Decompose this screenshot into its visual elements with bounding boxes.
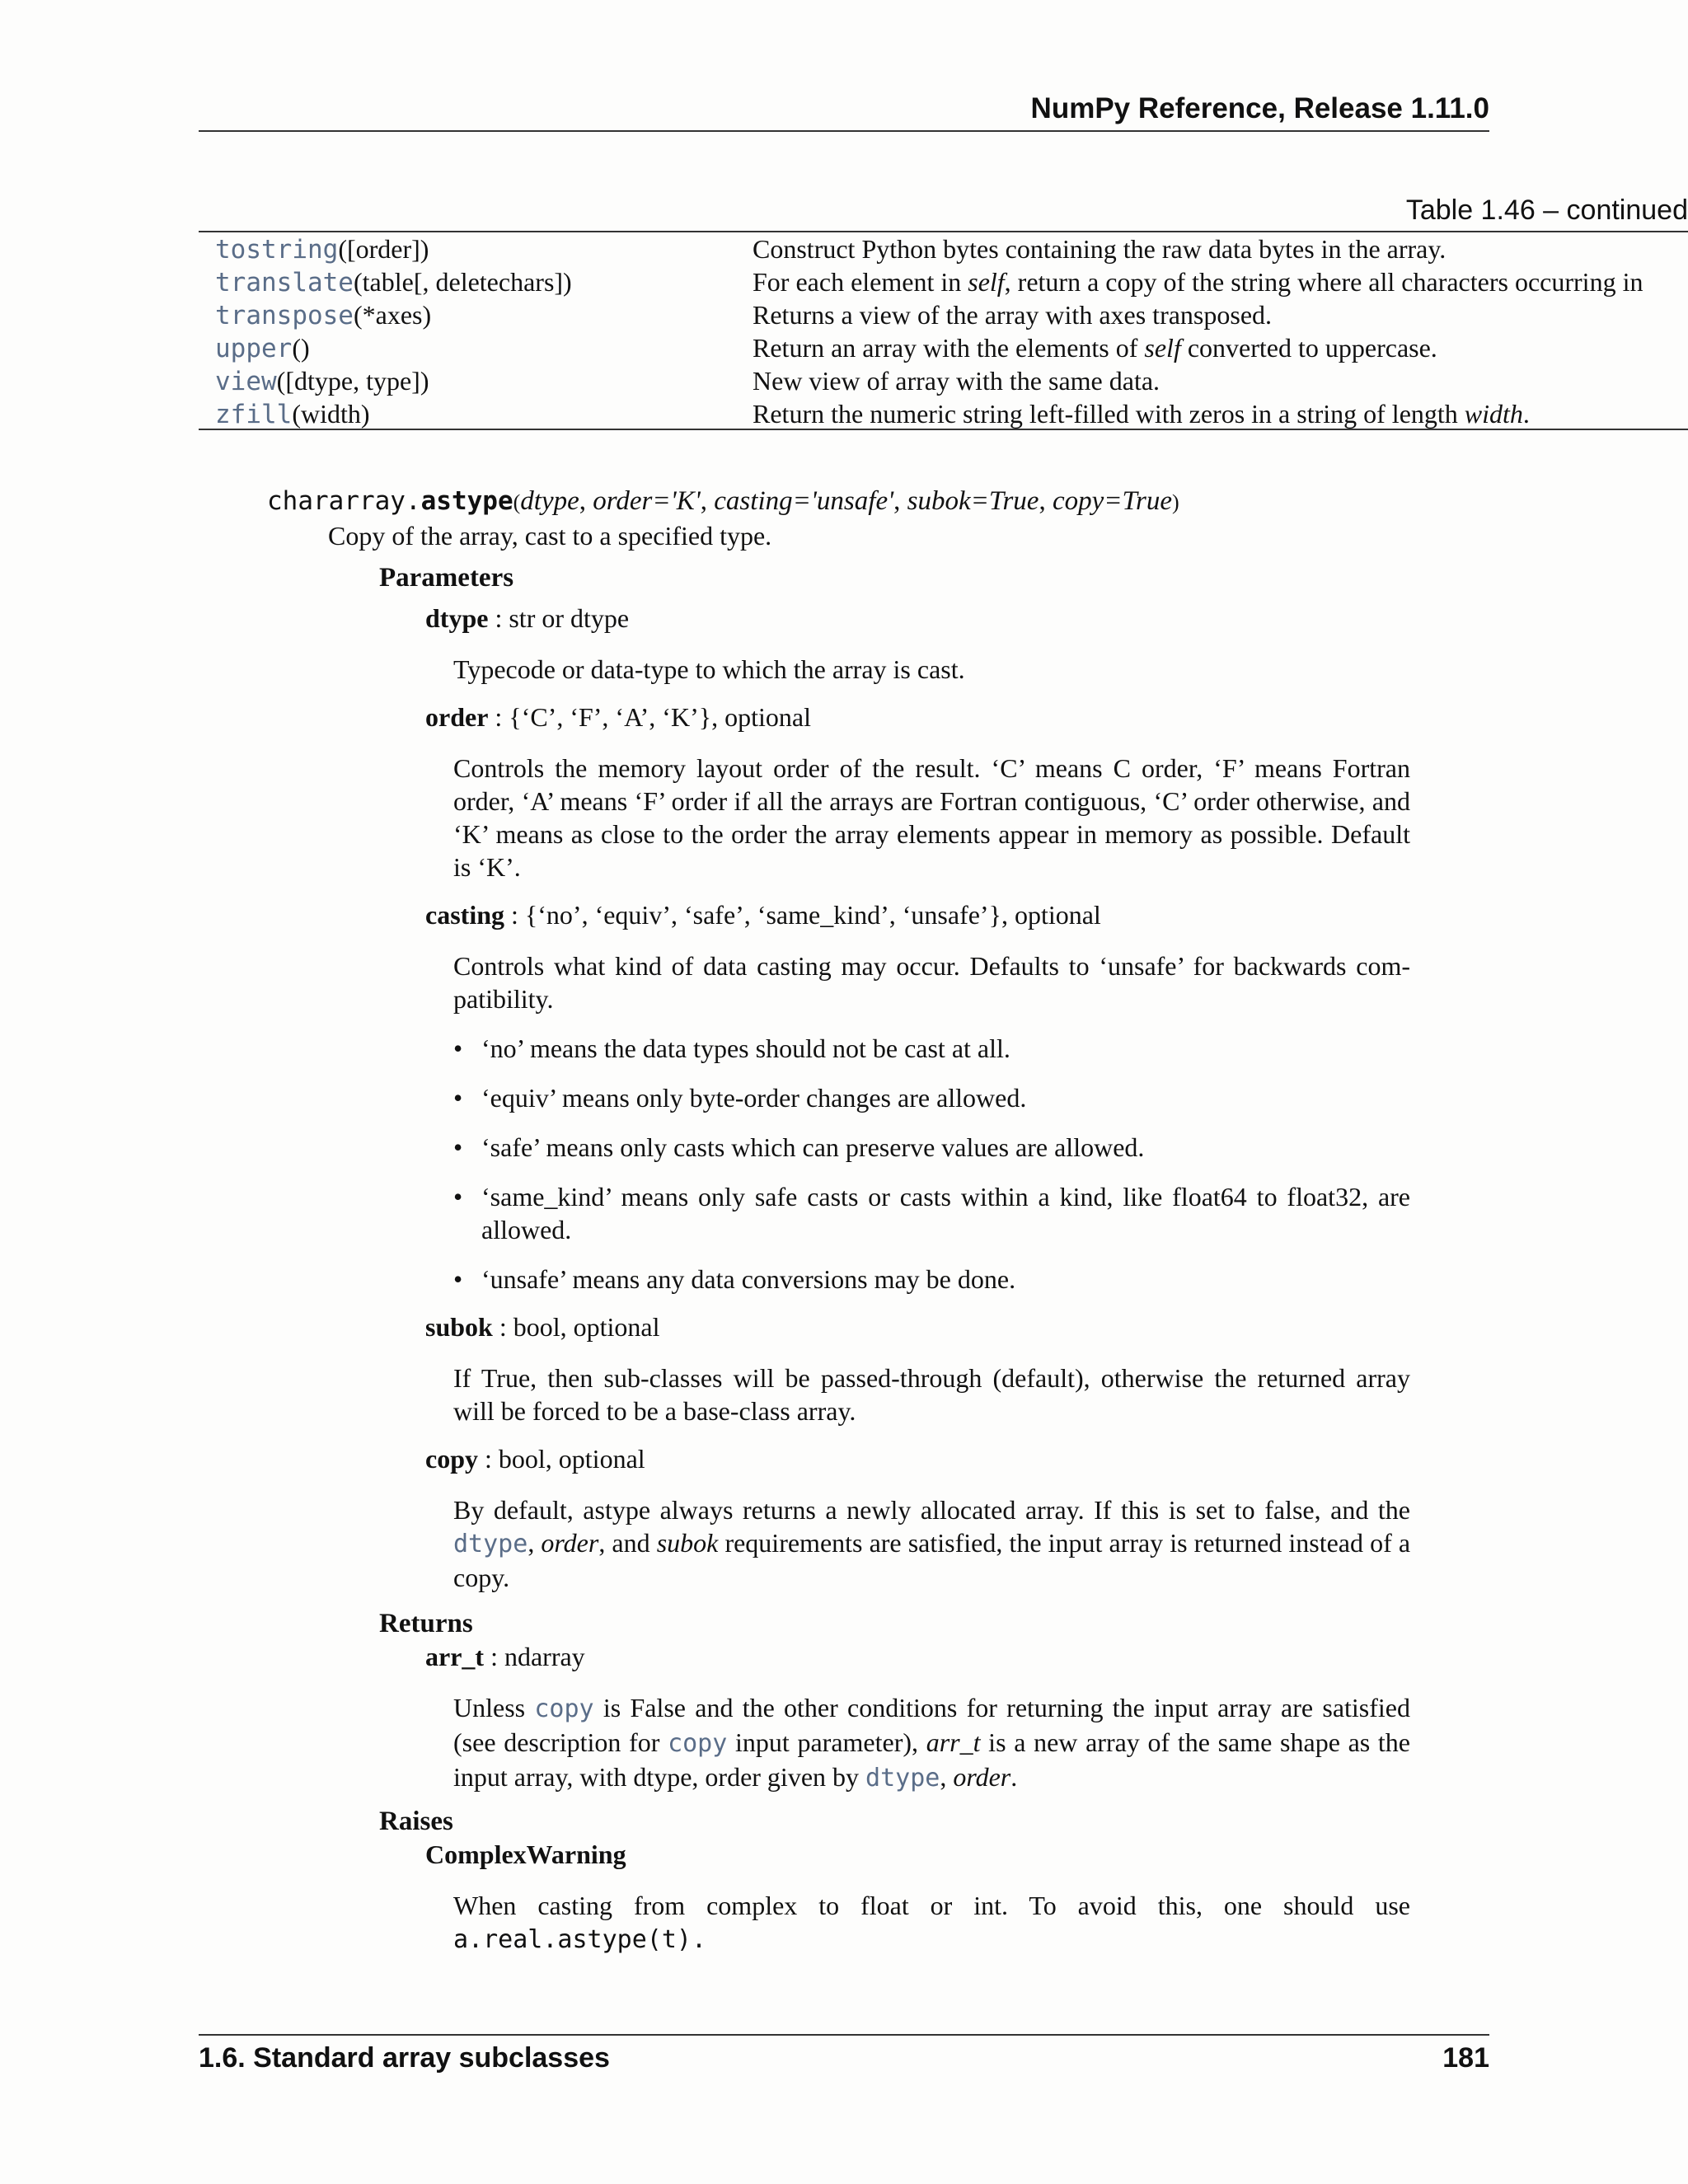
table-row (199, 397, 1688, 430)
method-link-translate[interactable]: translate (215, 268, 354, 298)
close-paren: ) (1172, 490, 1179, 514)
method-description: Returns a view of the array with axes transposed. (753, 300, 1273, 330)
raises-heading: Raises (379, 1807, 453, 1836)
method-description: For each element in self, return a copy of the string where all characters occurring in (753, 267, 1643, 297)
method-description: New view of array with the same data. (753, 366, 1160, 396)
method-args: (*axes) (353, 300, 432, 330)
return-arr-t: arr_t : ndarray (425, 1642, 585, 1671)
class-name: chararray. (267, 486, 421, 516)
method-args: ([dtype, type]) (276, 366, 429, 396)
method-args: (width) (292, 399, 370, 429)
dtype-link[interactable]: dtype (865, 1764, 940, 1793)
sig-arg-casting: casting='unsafe' (714, 486, 894, 516)
copy-link[interactable]: copy (534, 1694, 594, 1723)
sig-arg-order: order='K' (593, 486, 701, 516)
dtype-link[interactable]: dtype (453, 1530, 528, 1558)
method-link-upper[interactable]: upper (215, 334, 293, 363)
methods-table (199, 232, 1688, 430)
table-row (199, 331, 1688, 364)
return-description: Unless copy is False and the other conditions for returning the input array are satisfied (see description for copy input parameter), arr_t is a new array of the same shape as the input array, with dtype, order given by dtype, order. (453, 1693, 1411, 1793)
method-signature: chararray.astype(dtype, order='K', casting='unsafe', subok=True, copy=True) (267, 486, 1179, 516)
param-subok: subok : bool, optional (425, 1312, 660, 1342)
table-caption: Table 1.46 – continued (1405, 194, 1688, 226)
code-snippet: a.real.astype(t). (453, 1925, 707, 1954)
page-number: 181 (1442, 2042, 1489, 2074)
param-copy: copy : bool, optional (425, 1444, 645, 1474)
returns-heading: Returns (379, 1609, 473, 1638)
table-row (199, 265, 1688, 298)
sig-arg-copy: copy=True (1052, 486, 1173, 516)
copy-link[interactable]: copy (668, 1729, 728, 1758)
method-description: Construct Python bytes containing the raw data bytes in the array. (753, 234, 1447, 264)
param-order-description: Controls the memory layout order of the result. ‘C’ means C order, ‘F’ means Fortran order, ‘A’ means ‘F’ order if all the arrays are Fortran contiguous, ‘C’ order otherwise, and ‘K’ means as close to the order the array elements appear in memory as possible. Default is ‘K’. (453, 753, 1410, 882)
sig-arg-subok: subok=True (907, 486, 1039, 516)
table-bottom-rule (199, 429, 1688, 430)
table-row (199, 232, 1688, 265)
param-copy-description: By default, astype always returns a newly allocated array. If this is set to false, and the dtype, order, and subok requirements are satisfied, the input array is returned instead of a copy. (453, 1495, 1411, 1592)
table-row (199, 298, 1688, 331)
param-casting: casting : {‘no’, ‘equiv’, ‘safe’, ‘same_kind’, ‘unsafe’}, optional (425, 900, 1101, 930)
page-header-title: NumPy Reference, Release 1.11.0 (1030, 92, 1489, 124)
method-args: () (292, 333, 310, 363)
sig-arg-dtype: dtype (520, 486, 579, 516)
method-description: Return the numeric string left-filled with zeros in a string of length width. (753, 399, 1530, 429)
method-summary: Copy of the array, cast to a specified type. (328, 521, 772, 551)
param-subok-description: If True, then sub-classes will be passed-through (default), otherwise the returned array will be forced to be a base-class array. (453, 1363, 1410, 1426)
method-name: astype (420, 486, 513, 516)
method-link-zfill[interactable]: zfill (215, 400, 293, 429)
header-divider (199, 130, 1489, 132)
param-casting-description: Controls what kind of data casting may occur. Defaults to ‘unsafe’ for backwards com-patibility. (453, 951, 1410, 1014)
param-order: order : {‘C’, ‘F’, ‘A’, ‘K’}, optional (425, 702, 811, 732)
method-args: (table[, deletechars]) (353, 267, 572, 297)
method-description: Return an array with the elements of self converted to uppercase. (753, 333, 1437, 363)
raises-description: When casting from complex to float or int. To avoid this, one should use a.real.astype(t). (453, 1891, 1410, 1954)
footer-section-title: 1.6. Standard array subclasses (199, 2042, 610, 2074)
method-link-tostring[interactable]: tostring (215, 235, 339, 265)
param-dtype: dtype : str or dtype (425, 603, 630, 633)
method-link-view[interactable]: view (215, 367, 277, 396)
open-paren: ( (513, 490, 521, 514)
param-dtype-description: Typecode or data-type to which the array is cast. (453, 654, 965, 684)
method-args: ([order]) (338, 234, 429, 264)
footer-divider (199, 2034, 1489, 2036)
method-link-transpose[interactable]: transpose (215, 301, 354, 330)
table-row (199, 364, 1688, 397)
raises-complexwarning: ComplexWarning (425, 1840, 626, 1869)
parameters-heading: Parameters (379, 563, 514, 593)
